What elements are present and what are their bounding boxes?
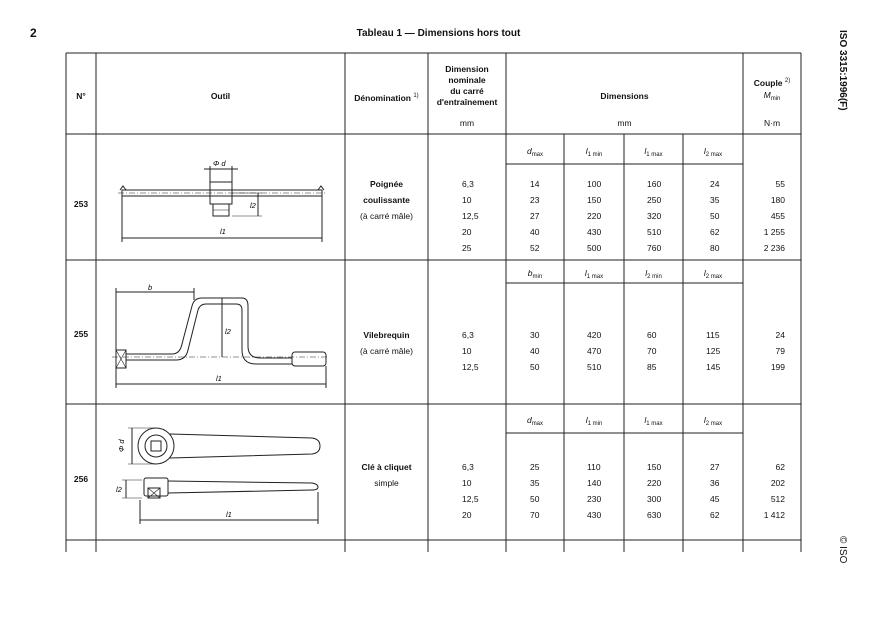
row-253-col2-header	[564, 146, 624, 160]
row-253-c1: 23	[530, 195, 540, 205]
header-designation-label: Dénomination	[354, 92, 411, 103]
row-253-c1: 14	[530, 179, 540, 189]
row-256-nominal: 6,3	[462, 462, 474, 472]
row-255-c4: 145	[706, 362, 721, 372]
row-253-col1-sub: max	[531, 152, 544, 158]
row-256-col1-header	[506, 415, 564, 429]
row-256-number: 256	[73, 474, 89, 484]
row-253-col4-header	[683, 146, 743, 160]
row-256-c2: 230	[587, 494, 602, 504]
row-256-detail: simple	[374, 478, 399, 488]
row-253-c4: 24	[710, 179, 720, 189]
row-255-couple: 79	[775, 346, 785, 356]
row-256-c4: 45	[710, 494, 720, 504]
row-255-col4-sub: 2 max	[705, 274, 723, 280]
row-253-c4: 35	[710, 195, 720, 205]
row-253-number: 253	[73, 199, 89, 209]
row-253-c1: 52	[530, 243, 540, 253]
row-256-col3-sym: l	[644, 415, 647, 425]
header-couple-unit: N·m	[763, 118, 781, 128]
row-256-c1: 50	[530, 494, 540, 504]
row-253-nominal: 25	[462, 243, 472, 253]
table-title: Tableau 1 — Dimensions hors tout	[356, 28, 521, 39]
row-256-couple: 512	[770, 494, 785, 504]
row-253-name: Poignée	[369, 179, 404, 189]
row-253-c2: 220	[587, 211, 602, 221]
row-253-col1-sym: d	[526, 146, 532, 156]
header-couple-sym: M	[763, 90, 771, 100]
row-255-c1: 30	[530, 330, 540, 340]
row-256-c1: 25	[530, 462, 540, 472]
row-256-c4: 62	[710, 510, 720, 520]
row-256-col2-sub: 1 min	[587, 421, 603, 427]
row-256-nominal: 20	[462, 510, 472, 520]
row-253-c2: 430	[587, 227, 602, 237]
row-255-col3-sub: 2 min	[647, 274, 662, 280]
row-255-nominal: 12,5	[462, 362, 479, 372]
row-253-c3: 320	[647, 211, 662, 221]
row-256-nominal: 12,5	[462, 494, 479, 504]
label-l1: l1	[216, 374, 222, 383]
row-256-c3: 150	[647, 462, 662, 472]
row-255-col2-header	[564, 268, 624, 282]
row-253-col4-sub: 2 max	[705, 152, 723, 158]
row-255-c3: 60	[647, 330, 657, 340]
row-255-col3-sym: l	[645, 268, 648, 278]
row-256-col4-sub: 2 max	[705, 421, 723, 427]
copyright-notice: © ISO	[837, 536, 848, 564]
header-couple	[743, 76, 801, 88]
header-no: N°	[76, 91, 86, 101]
header-designation-note: 1)	[413, 93, 419, 99]
standard-reference: ISO 3315:1996(F)	[837, 30, 848, 111]
row-255-number: 255	[73, 329, 89, 339]
header-nominal-unit: mm	[459, 118, 475, 128]
row-256-col4-header	[683, 415, 743, 429]
row-256-c1: 35	[530, 478, 540, 488]
row-255-couple: 24	[775, 330, 785, 340]
header-couple-label: Couple	[753, 77, 783, 88]
row-256-c4: 27	[710, 462, 720, 472]
label-b: b	[148, 283, 153, 292]
row-253-nominal: 6,3	[462, 179, 474, 189]
row-255-c2: 420	[587, 330, 602, 340]
header-nominal-line1: Dimension	[445, 64, 489, 74]
row-253-c2: 100	[587, 179, 602, 189]
label-diameter: Φ d	[117, 439, 126, 452]
header-nominal-line4: d'entraînement	[436, 97, 498, 107]
row-255-col2-sub: 1 max	[586, 274, 604, 280]
label-l2: l2	[250, 201, 256, 210]
row-253-name2: coulissante	[363, 195, 410, 205]
row-255-col3-header	[624, 268, 683, 282]
row-253-couple: 55	[775, 179, 785, 189]
row-256-c3: 300	[647, 494, 662, 504]
row-255-c1: 50	[530, 362, 540, 372]
row-256-c3: 220	[647, 478, 662, 488]
row-253-c1: 40	[530, 227, 540, 237]
row-253-c3: 250	[647, 195, 662, 205]
header-nominal-line2: nominale	[448, 75, 486, 85]
row-253-col4-sym: l	[703, 146, 706, 156]
row-255-col4-header	[683, 268, 743, 282]
row-253-col2-sub: 1 min	[587, 152, 603, 158]
row-256-c4: 36	[710, 478, 720, 488]
row-255-c2: 470	[587, 346, 602, 356]
row-256-col4-sym: l	[703, 415, 706, 425]
row-253-c2: 500	[587, 243, 602, 253]
row-255-couple: 199	[770, 362, 785, 372]
row-253-couple: 455	[770, 211, 785, 221]
row-255-col1-sym: b	[527, 268, 533, 278]
header-dimensions: Dimensions	[600, 91, 649, 101]
row-253-col1-header	[506, 146, 564, 160]
row-253-col3-header	[624, 146, 683, 160]
header-nominal-line3: du carré	[450, 86, 484, 96]
row-256-col3-header	[624, 415, 683, 429]
label-l1: l1	[220, 227, 226, 236]
header-dimensions-unit: mm	[617, 118, 632, 128]
row-253-c3: 510	[647, 227, 662, 237]
row-256-col1-sub: max	[531, 421, 544, 427]
row-256-c2: 110	[587, 462, 601, 472]
header-couple-symbol	[743, 90, 801, 104]
row-256-col2-sym: l	[585, 415, 588, 425]
row-256-c1: 70	[530, 510, 540, 520]
header-designation	[345, 91, 428, 103]
row-253-nominal: 10	[462, 195, 472, 205]
row-253-nominal: 12,5	[462, 211, 479, 221]
page-number: 2	[30, 26, 37, 40]
row-255-nominal: 10	[462, 346, 472, 356]
row-256-couple: 202	[770, 478, 785, 488]
row-256-nominal: 10	[462, 478, 472, 488]
row-253-c4: 62	[710, 227, 720, 237]
row-255-c3: 70	[647, 346, 657, 356]
row-255-nominal: 6,3	[462, 330, 474, 340]
header-couple-note: 2)	[784, 78, 791, 84]
row-256-c2: 430	[587, 510, 602, 520]
row-256-couple: 62	[775, 462, 785, 472]
label-l2: l2	[225, 327, 231, 336]
brace-drawing	[108, 280, 338, 395]
row-253-c3: 760	[647, 243, 662, 253]
row-253-couple: 2 236	[763, 243, 785, 253]
ratchet-wrench-drawing	[108, 418, 338, 528]
row-255-c2: 510	[587, 362, 602, 372]
row-253-c4: 80	[710, 243, 720, 253]
row-253-c1: 27	[530, 211, 540, 221]
row-255-col1-header	[506, 268, 564, 282]
row-255-name: Vilebrequin	[363, 330, 410, 340]
row-255-c4: 115	[706, 330, 720, 340]
row-256-c3: 630	[647, 510, 662, 520]
row-255-col1-sub: min	[532, 274, 543, 280]
row-256-col3-sub: 1 max	[646, 421, 663, 427]
row-256-col1-sym: d	[526, 415, 532, 425]
row-255-c4: 125	[706, 346, 721, 356]
label-l2: l2	[116, 485, 122, 494]
sliding-handle-drawing	[110, 152, 335, 247]
row-253-c4: 50	[710, 211, 720, 221]
row-253-couple: 1 255	[763, 227, 785, 237]
row-256-c2: 140	[587, 478, 602, 488]
row-256-couple: 1 412	[763, 510, 785, 520]
row-253-couple: 180	[770, 195, 785, 205]
row-253-c3: 160	[647, 179, 662, 189]
row-255-c1: 40	[530, 346, 540, 356]
header-tool: Outil	[210, 91, 231, 101]
row-253-col3-sub: 1 max	[646, 152, 663, 158]
row-253-col3-sym: l	[644, 146, 647, 156]
row-255-col4-sym: l	[703, 268, 706, 278]
row-256-col2-header	[564, 415, 624, 429]
label-diameter: Φ d	[213, 159, 226, 168]
row-255-c3: 85	[647, 362, 657, 372]
row-253-col2-sym: l	[585, 146, 588, 156]
row-256-name: Clé à cliquet	[361, 462, 412, 472]
header-couple-sub: min	[770, 96, 781, 102]
row-253-detail: (à carré mâle)	[360, 211, 413, 221]
row-255-col2-sym: l	[584, 268, 587, 278]
row-255-detail: (à carré mâle)	[360, 346, 413, 356]
row-253-nominal: 20	[462, 227, 472, 237]
row-253-c2: 150	[587, 195, 602, 205]
label-l1: l1	[226, 510, 232, 519]
